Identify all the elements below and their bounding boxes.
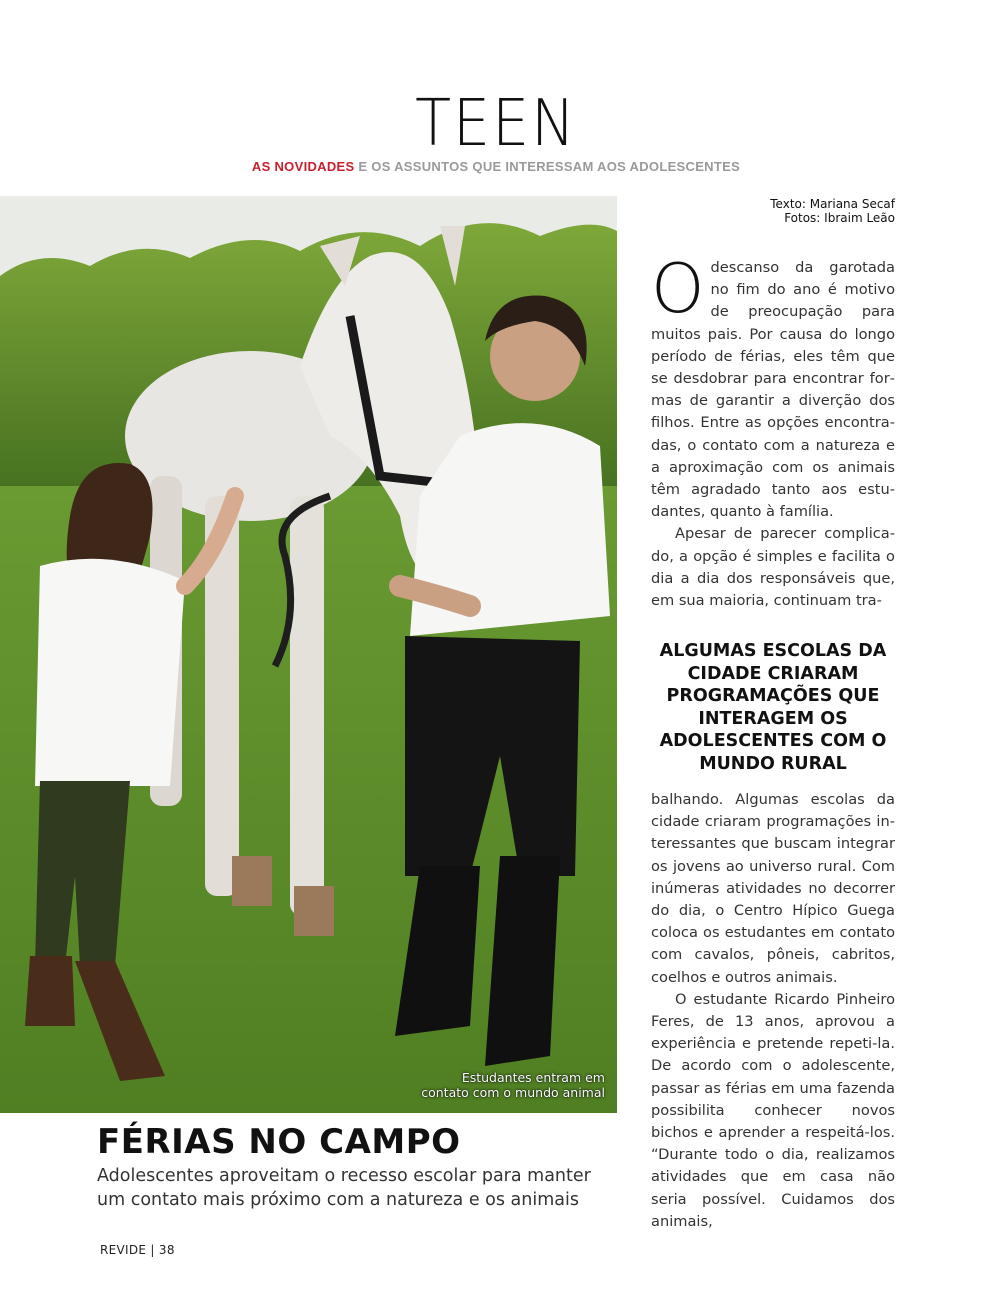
subtitle-highlight: AS NOVIDADES — [251, 159, 355, 174]
paragraph-2: Apesar de parecer complicado, a opção é simples e facilita o dia a dia dos responsáveis que, em sua maioria, continuam tra- — [651, 525, 895, 610]
footer-separator: | — [150, 1243, 155, 1257]
article-photo — [0, 196, 617, 1113]
photo-credit: Fotos: Ibraim Leão — [784, 211, 895, 225]
caption-line-1: Estudantes entram em — [461, 1070, 605, 1085]
page-number: 38 — [158, 1243, 175, 1257]
subtitle-rest: E OS ASSUNTOS QUE INTERESSAM AOS ADOLESCENTES — [358, 159, 741, 174]
paragraph-1 — [651, 250, 895, 523]
article-body-bottom — [651, 789, 895, 1230]
credits — [770, 197, 895, 225]
article-deck: Adolescentes aproveitam o recesso escolar para manter um contato mais próximo com a natureza e os animais — [97, 1166, 591, 1210]
article-body-top — [651, 250, 895, 610]
photo-caption — [421, 1070, 605, 1100]
paragraph-4: O estudante Ricardo Pinheiro Feres, de 13 anos, aprovou a experiência e pretende repeti-la. De acordo com o adolescente, passar as férias em uma fazenda possibilita conhecer novos bichos e aprender a respeitá-los. “Durante todo o dia, realizamos atividades que em casa não seria possível. Cuidamos dos animais, — [651, 990, 895, 1230]
caption-line-2: contato com o mundo animal — [421, 1085, 605, 1100]
paragraph-1-text: descanso da garotada no fim do ano é motivo de preocupação para muitos pais. Por causa do longo período de férias, eles têm que se desdobrar para encontrar formas de garantir a diverção dos filhos. Entre as opções encontradas, o contato com a natureza e a aproximação com os animais têm agradado tanto aos estudantes, quanto à família. — [651, 259, 895, 521]
section-subtitle — [0, 159, 992, 174]
pull-quote: ALGUMAS ESCOLAS DA CIDADE CRIARAM PROGRAMAÇÕES QUE INTERAGEM OS ADOLESCENTES COM O MUNDO RURAL — [659, 641, 887, 774]
magazine-name: REVIDE — [100, 1243, 147, 1257]
drop-cap: O — [651, 250, 705, 329]
page-footer — [100, 1243, 175, 1257]
article-headline: FÉRIAS NO CAMPO — [97, 1122, 461, 1162]
paragraph-3: balhando. Algumas escolas da cidade criaram programações interessantes que buscam integrar os jovens ao universo rural. Com inúmeras atividades no decorrer do dia, o Centro Hípico Guega coloca os estudantes em contato com cavalos, pôneis, cabritos, coelhos e outros animais. — [651, 791, 895, 986]
section-title: TEEN — [415, 87, 577, 161]
text-credit: Texto: Mariana Secaf — [770, 197, 895, 211]
photo-illustration — [0, 196, 617, 1113]
